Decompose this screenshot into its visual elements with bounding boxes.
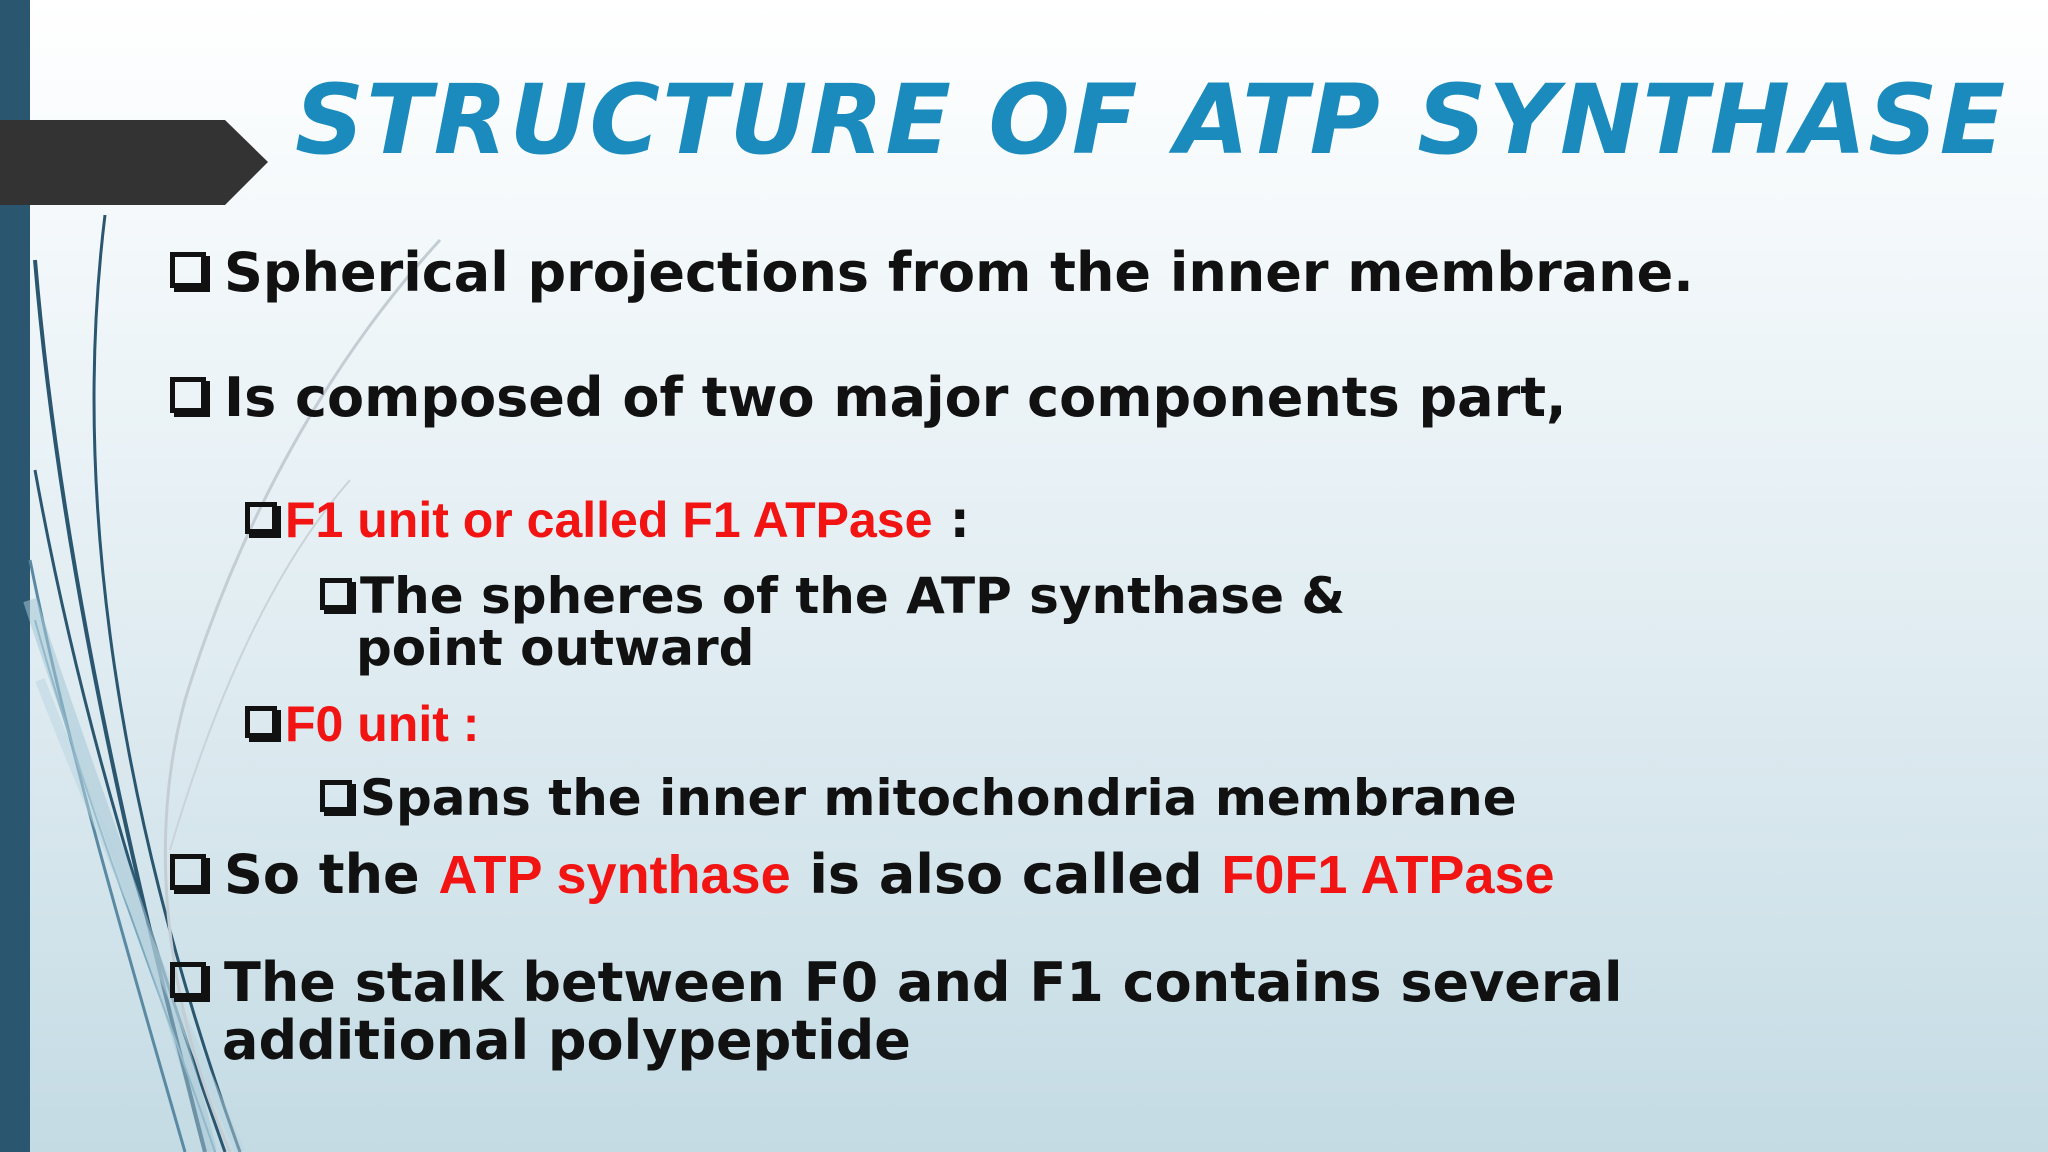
checkbox-bullet-icon	[245, 706, 277, 738]
checkbox-bullet-icon	[170, 854, 206, 890]
slide-title: STRUCTURE OF ATP SYNTHASE	[295, 64, 2008, 176]
title-tab-arrow	[0, 120, 268, 205]
bullet-composed: Is composed of two major components part,	[170, 365, 1567, 431]
checkbox-bullet-icon	[320, 780, 352, 812]
bullet-also-called: So the ATP synthase is also called F0F1 ATPase	[170, 842, 1555, 908]
checkbox-bullet-icon	[320, 578, 352, 610]
bullet-f1-description-cont: point outward	[356, 619, 755, 677]
bullet-stalk-cont: additional polypeptide	[222, 1009, 911, 1072]
bullet-f0-unit: F0 unit :	[245, 696, 479, 752]
checkbox-bullet-icon	[170, 252, 206, 288]
bullet-f1-description: The spheres of the ATP synthase &	[320, 568, 1345, 624]
bullet-stalk: The stalk between F0 and F1 contains several	[170, 950, 1623, 1016]
bullet-f0-description: Spans the inner mitochondria membrane	[320, 770, 1517, 826]
checkbox-bullet-icon	[170, 962, 206, 998]
checkbox-bullet-icon	[170, 377, 206, 413]
bullet-f1-unit: F1 unit or called F1 ATPase :	[245, 492, 970, 548]
bullet-spherical: Spherical projections from the inner membrane.	[170, 240, 1694, 306]
checkbox-bullet-icon	[245, 502, 277, 534]
